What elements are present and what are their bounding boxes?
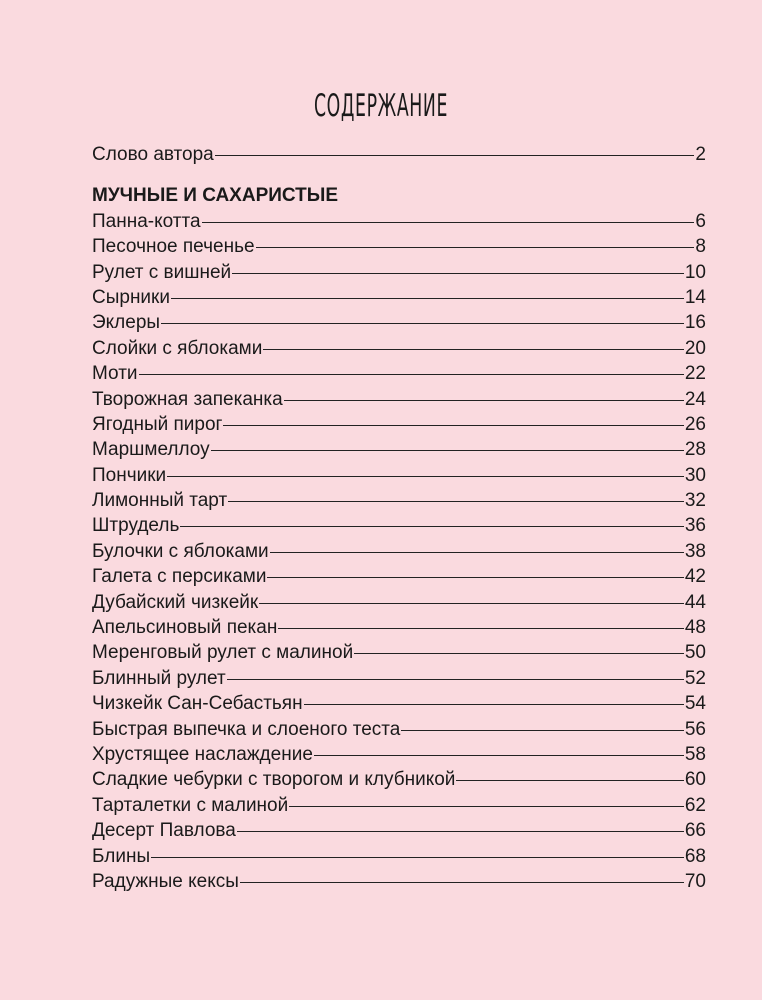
dot-leader bbox=[278, 628, 684, 629]
dot-leader bbox=[139, 374, 684, 375]
toc-entry-page: 58 bbox=[684, 743, 706, 765]
toc-entry bbox=[92, 742, 706, 767]
toc-entry-name: Творожная запеканка bbox=[92, 388, 283, 410]
dot-leader bbox=[237, 831, 684, 832]
dot-leader bbox=[228, 501, 684, 502]
toc-entry-page: 38 bbox=[684, 540, 706, 562]
dot-leader bbox=[304, 704, 684, 705]
toc-entry bbox=[92, 564, 706, 589]
toc-entry bbox=[92, 437, 706, 462]
dot-leader bbox=[180, 526, 684, 527]
toc-entry-name: Ягодный пирог bbox=[92, 413, 223, 435]
toc-entry-name: Рулет с вишней bbox=[92, 261, 232, 283]
toc-entry-page: 28 bbox=[684, 439, 706, 461]
toc-entry-page: 68 bbox=[684, 845, 706, 867]
toc-entry bbox=[92, 285, 706, 310]
toc-entry-page: 14 bbox=[684, 286, 706, 308]
toc-entry-page: 50 bbox=[684, 642, 706, 664]
toc-entry-name: Пончики bbox=[92, 464, 167, 486]
dot-leader bbox=[211, 450, 684, 451]
toc-entry-page: 42 bbox=[684, 566, 706, 588]
toc-entry-page: 30 bbox=[684, 464, 706, 486]
toc-entry-page: 6 bbox=[695, 210, 706, 232]
toc-entry-name: Песочное печенье bbox=[92, 236, 255, 258]
toc-entry-page: 48 bbox=[684, 617, 706, 639]
toc-entry-page: 54 bbox=[684, 693, 706, 715]
toc-entry-page: 44 bbox=[684, 591, 706, 613]
toc-entry bbox=[92, 767, 706, 792]
toc-entry-name: Радужные кексы bbox=[92, 870, 239, 892]
toc-entry-name: Булочки с яблоками bbox=[92, 540, 269, 562]
toc-entry-name: Дубайский чизкейк bbox=[92, 591, 259, 613]
toc-entry-name: Апельсиновый пекан bbox=[92, 617, 278, 639]
toc-entry bbox=[92, 691, 706, 716]
toc-entry-page: 22 bbox=[684, 363, 706, 385]
toc-entry-page: 32 bbox=[684, 490, 706, 512]
toc-entry-page: 26 bbox=[684, 413, 706, 435]
toc-entry-page: 2 bbox=[695, 144, 706, 165]
toc-entry-page: 62 bbox=[684, 794, 706, 816]
toc-entry-name: Меренговый рулет с малиной bbox=[92, 642, 354, 664]
toc-section-items bbox=[92, 209, 706, 895]
dot-leader bbox=[456, 780, 683, 781]
table-of-contents bbox=[92, 142, 706, 894]
dot-leader bbox=[223, 425, 683, 426]
dot-leader bbox=[202, 222, 695, 223]
toc-entry-name: Хрустящее наслаждение bbox=[92, 743, 313, 765]
toc-entry bbox=[92, 412, 706, 437]
toc-entry-page: 66 bbox=[684, 820, 706, 842]
dot-leader bbox=[256, 247, 695, 248]
dot-leader bbox=[354, 653, 684, 654]
toc-entry bbox=[92, 717, 706, 742]
toc-entry bbox=[92, 640, 706, 665]
toc-entry-page: 16 bbox=[684, 312, 706, 334]
toc-entry bbox=[92, 463, 706, 488]
section-heading: МУЧНЫЕ И САХАРИСТЫЕ bbox=[92, 185, 339, 207]
toc-entry bbox=[92, 818, 706, 843]
toc-entry bbox=[92, 539, 706, 564]
toc-entry-page: 24 bbox=[684, 388, 706, 410]
dot-leader bbox=[171, 298, 684, 299]
toc-entry-name: Быстрая выпечка и слоеного теста bbox=[92, 718, 401, 740]
toc-entry-name: Сырники bbox=[92, 286, 170, 308]
toc-entry-page: 52 bbox=[684, 667, 706, 689]
dot-leader bbox=[284, 400, 684, 401]
dot-leader bbox=[259, 603, 684, 604]
toc-entry-page: 56 bbox=[684, 718, 706, 740]
toc-entry bbox=[92, 844, 706, 869]
toc-entry-name: Слово автора bbox=[92, 144, 214, 165]
toc-entry-page: 8 bbox=[695, 236, 706, 258]
toc-entry-page: 36 bbox=[684, 515, 706, 537]
toc-entry-page: 60 bbox=[684, 769, 706, 791]
toc-entry-name: Штрудель bbox=[92, 515, 180, 537]
toc-entry bbox=[92, 387, 706, 412]
dot-leader bbox=[167, 476, 684, 477]
toc-entry-name: Моти bbox=[92, 363, 138, 385]
dot-leader bbox=[401, 730, 684, 731]
toc-entry-name: Десерт Павлова bbox=[92, 820, 236, 842]
toc-entry-page: 20 bbox=[684, 337, 706, 359]
toc-entry-name: Тарталетки с малиной bbox=[92, 794, 289, 816]
toc-entry bbox=[92, 488, 706, 513]
toc-entry-name: Маршмеллоу bbox=[92, 439, 210, 461]
toc-entry-name: Блинный рулет bbox=[92, 667, 226, 689]
dot-leader bbox=[263, 349, 684, 350]
dot-leader bbox=[227, 679, 684, 680]
toc-entry bbox=[92, 234, 706, 259]
toc-entry bbox=[92, 209, 706, 234]
toc-entry bbox=[92, 361, 706, 386]
page-title: СОДЕРЖАНИЕ bbox=[313, 88, 449, 124]
dot-leader bbox=[270, 552, 684, 553]
toc-entry bbox=[92, 615, 706, 640]
toc-entry-name: Слойки с яблоками bbox=[92, 337, 263, 359]
dot-leader bbox=[240, 882, 684, 883]
toc-entry bbox=[92, 513, 706, 538]
toc-entry bbox=[92, 666, 706, 691]
toc-entry-page: 70 bbox=[684, 870, 706, 892]
dot-leader bbox=[151, 857, 684, 858]
toc-entry-page: 10 bbox=[684, 261, 706, 283]
dot-leader bbox=[267, 577, 683, 578]
dot-leader bbox=[232, 273, 684, 274]
toc-entry-name: Сладкие чебурки с творогом и клубникой bbox=[92, 769, 456, 791]
toc-entry bbox=[92, 310, 706, 335]
dot-leader bbox=[314, 755, 684, 756]
dot-leader bbox=[289, 806, 684, 807]
toc-entry bbox=[92, 590, 706, 615]
toc-entry bbox=[92, 260, 706, 285]
toc-entry-name: Чизкейк Сан-Себастьян bbox=[92, 693, 303, 715]
toc-entry-name: Галета с персиками bbox=[92, 566, 267, 588]
toc-entry-intro bbox=[92, 142, 706, 167]
toc-entry bbox=[92, 793, 706, 818]
toc-entry-name: Лимонный тарт bbox=[92, 490, 228, 512]
dot-leader bbox=[161, 323, 684, 324]
dot-leader bbox=[215, 155, 695, 156]
toc-entry-name: Блины bbox=[92, 845, 151, 867]
toc-entry-name: Панна-котта bbox=[92, 210, 201, 232]
toc-entry bbox=[92, 336, 706, 361]
toc-entry bbox=[92, 869, 706, 894]
toc-entry-name: Эклеры bbox=[92, 312, 161, 334]
